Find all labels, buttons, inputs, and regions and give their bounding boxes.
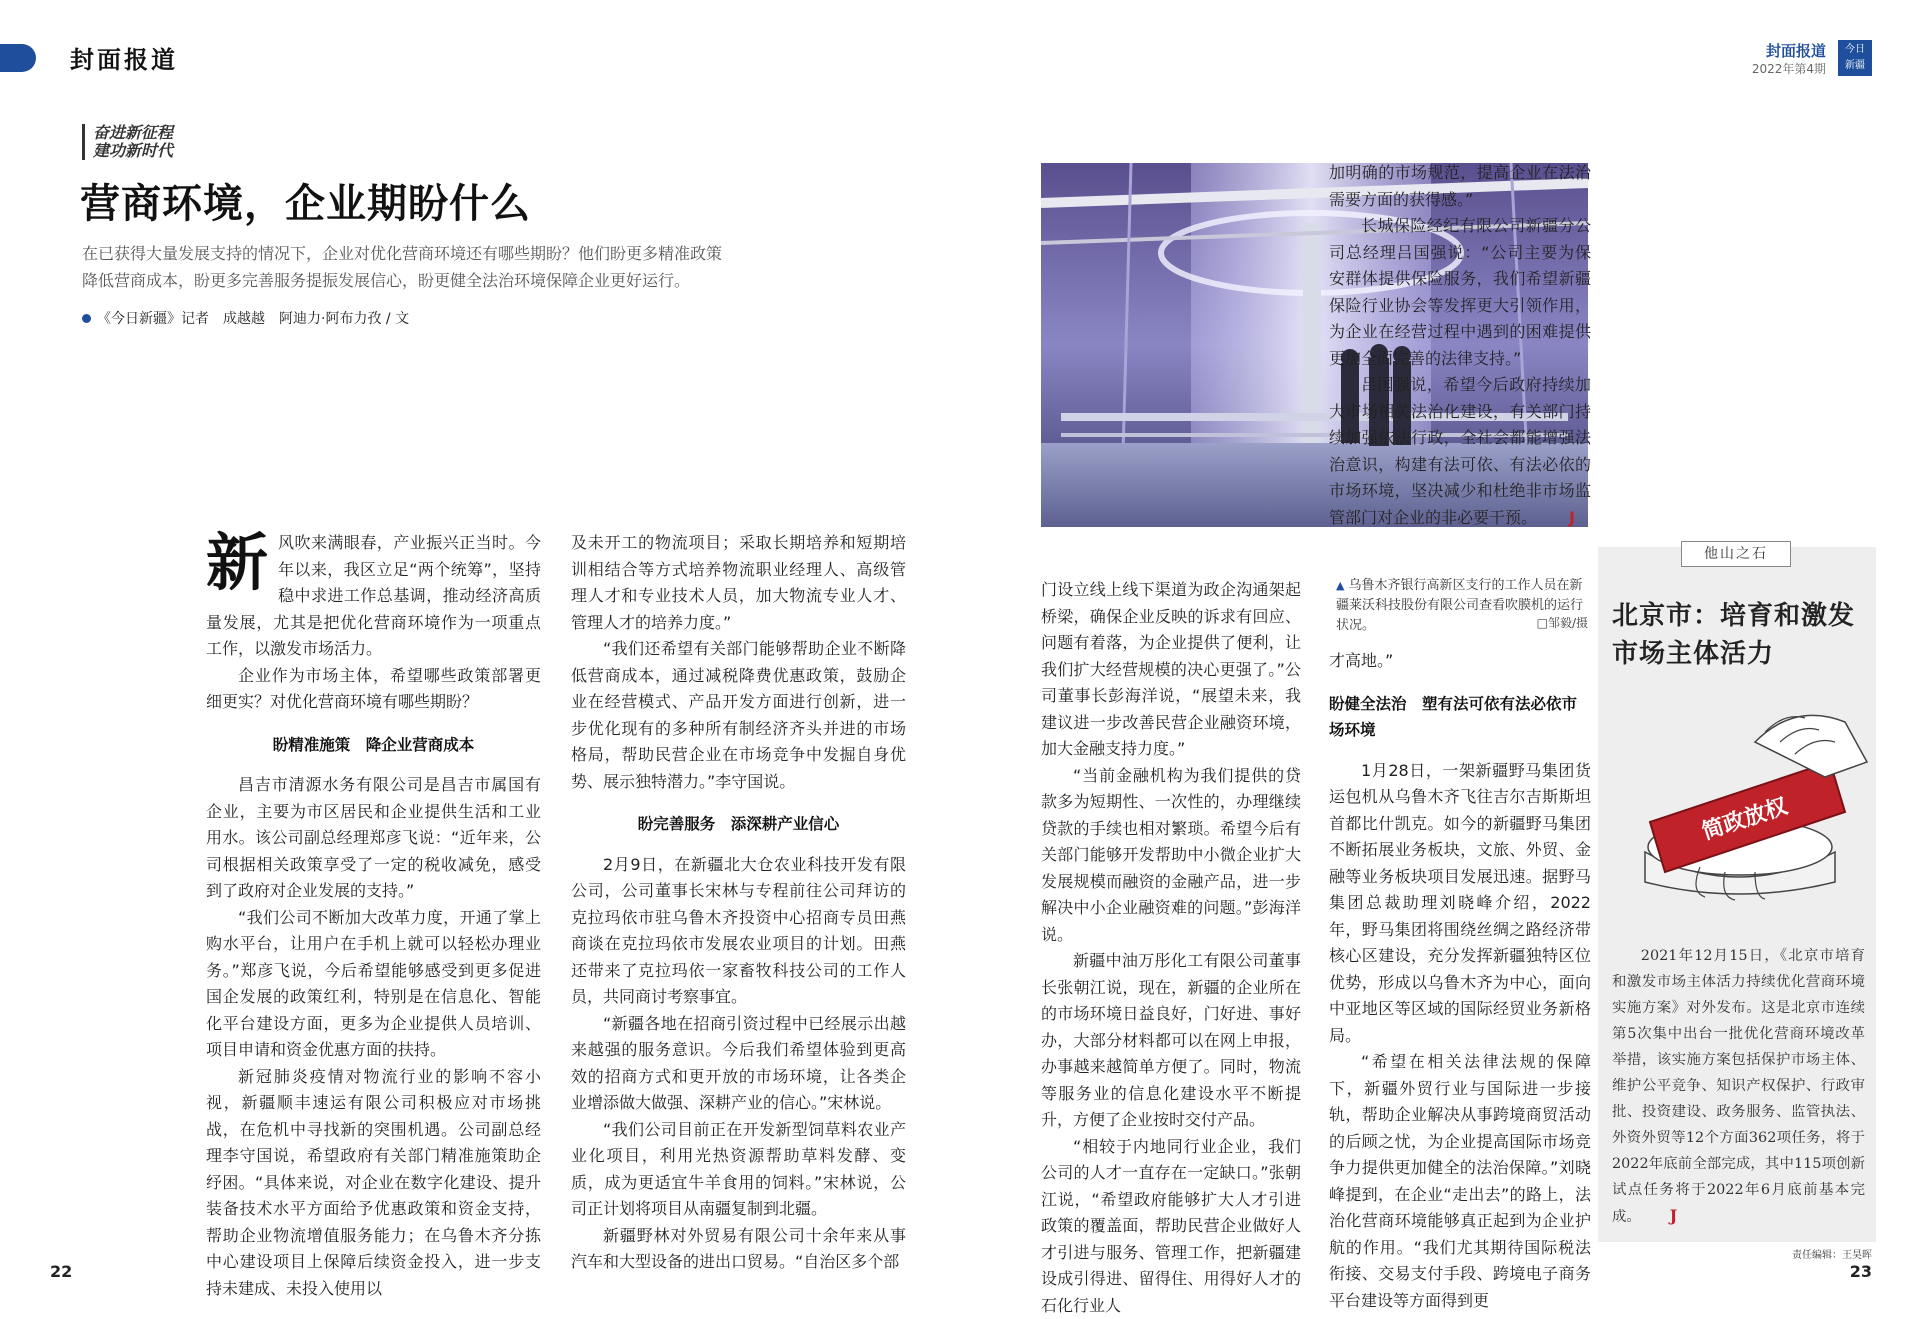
- page-number-right: 23: [1850, 1262, 1872, 1281]
- end-mark-icon: J: [1537, 505, 1575, 532]
- stamp-illustration: [1605, 702, 1871, 906]
- byline-text: 《今日新疆》记者 成越越 阿迪力·阿布力孜 / 文: [97, 311, 409, 327]
- paragraph: 2021年12月15日，《北京市培育和激发市场主体活力持续优化营商环境实施方案》对外发布。这是北京市连续第5次集中出台一批优化营商环境改革举措，该实施方案包括保护市场主体、维护公平竞争、知识产权保护、行政审批、投资建设、政务服务、监管执法、外资外贸等12个方面362项任务，将于2022年底前全部完成，其中115项创新试点任务将于2022年6月底前基本完成。 J: [1612, 943, 1865, 1230]
- series-line-1: 奋进新征程: [93, 124, 173, 142]
- body-column-2: [571, 530, 906, 1260]
- subheading: 盼完善服务 添深耕产业信心: [571, 811, 906, 838]
- paragraph: 加明确的市场规范，提高企业在法治需要方面的获得感。”: [1329, 160, 1591, 213]
- byline-dot-icon: [82, 314, 91, 323]
- paragraph: “相较于内地同行业企业，我们公司的人才一直存在一定缺口。”张朝江说，“希望政府能够扩大人才引进政策的覆盖面，帮助民营企业做好人才引进与服务、管理工作，把新疆建设成引得进、留得住、用得好人才的石化行业人: [1041, 1134, 1301, 1319]
- caption-triangle-icon: ▲: [1336, 579, 1344, 592]
- magazine-logo: [1838, 40, 1872, 76]
- paragraph: 昌吉市清源水务有限公司是昌吉市属国有企业，主要为市区居民和企业提供生活和工业用水。该公司副总经理郑彦飞说：“近年来，公司根据相关政策享受了一定的税收减免，感受到了政府对企业发展的支持。”: [206, 772, 541, 905]
- page-number-left: 22: [50, 1262, 72, 1281]
- paragraph: 新风吹来满眼春，产业振兴正当时。今年以来，我区立足“两个统筹”，坚持稳中求进工作总基调，推动经济高质量发展，尤其是把优化营商环境作为一项重点工作，以激发市场活力。: [206, 530, 541, 663]
- sidebar-tag: 他山之石: [1681, 541, 1791, 567]
- article-lead: 在已获得大量发展支持的情况下，企业对优化营商环境还有哪些期盼？他们盼更多精准政策降低营商成本，盼更多完善服务提振发展信心，盼更健全法治环境保障企业更好运行。: [82, 240, 722, 294]
- logo-text-2: 新疆: [1838, 58, 1872, 74]
- photo-caption: ▲ 乌鲁木齐银行高新区支行的工作人员在新疆莱沃科技股份有限公司查看吹膜机的运行状况。: [1336, 576, 1588, 636]
- issue-number: 2022年第4期: [1752, 60, 1826, 77]
- end-mark-icon: J: [1641, 1203, 1677, 1229]
- subheading: 盼精准施策 降企业营商成本: [206, 732, 541, 759]
- header-right: [1620, 40, 1870, 80]
- article-title: 营商环境，企业期盼什么: [80, 172, 531, 229]
- logo-text-1: 今日: [1838, 42, 1872, 58]
- paragraph: “新疆各地在招商引资过程中已经展示出越来越强的服务意识。今后我们希望体验到更高效的招商方式和更开放的市场环境，让各类企业增添做大做强、深耕产业的信心。”宋林说。: [571, 1011, 906, 1117]
- paragraph: 2月9日，在新疆北大仓农业科技开发有限公司，公司董事长宋林与专程前往公司拜访的克拉玛依市驻乌鲁木齐投资中心招商专员田燕商谈在克拉玛依市发展农业项目的计划。田燕还带来了克拉玛依一家畜牧科技公司的工作人员，共同商讨考察事宜。: [571, 852, 906, 1011]
- editor-credit: 责任编辑：王昊晖: [1792, 1246, 1872, 1261]
- body-column-4-top: [1329, 160, 1591, 525]
- paragraph: “我们公司不断加大改革力度，开通了掌上购水平台，让用户在手机上就可以轻松办理业务。”郑彦飞说，今后希望能够感受到更多促进国企发展的政策红利，特别是在信息化、智能化平台建设方面，更多为企业提供人员培训、项目申请和资金优惠方面的扶持。: [206, 905, 541, 1064]
- paragraph: “当前金融机构为我们提供的贷款多为短期性、一次性的，办理继续贷款的手续也相对繁琐。希望今后有关部门能够开发帮助中小微企业扩大发展规模而融资的金融产品，进一步解决中小企业融资难的问题。”彭海洋说。: [1041, 763, 1301, 949]
- paragraph: “我们还希望有关部门能够帮助企业不断降低营商成本，通过减税降费优惠政策，鼓励企业在经营模式、产品开发方面进行创新，进一步优化现有的多种所有制经济齐头并进的市场格局，帮助民营企业在市场竞争中发掘自身优势、展示独特潜力。”李守国说。: [571, 636, 906, 795]
- paragraph: “希望在相关法律法规的保障下，新疆外贸行业与国际进一步接轨，帮助企业解决从事跨境商贸活动的后顾之忧，为企业提高国际市场竞争力提供更加健全的法治保障。”刘晓峰提到，在企业“走出去”的路上，法治化营商环境能够真正起到为企业护航的作用。“我们尤其期待国际税法衔接、交易支付手段、跨境电子商务平台建设等方面得到更: [1329, 1049, 1591, 1314]
- series-line-2: 建功新时代: [93, 142, 173, 160]
- paragraph: 长城保险经纪有限公司新疆分公司总经理吕国强说：“公司主要为保安群体提供保险服务，我们希望新疆保险行业协会等发挥更大引领作用，为企业在经营过程中遇到的困难提供更加全面完善的法律支持。”: [1329, 213, 1591, 372]
- series-tag: [82, 124, 173, 160]
- paragraph: 1月28日，一架新疆野马集团货运包机从乌鲁木齐飞往吉尔吉斯斯坦首都比什凯克。如今的新疆野马集团不断拓展业务板块，文旅、外贸、金融等业务板块项目发展迅速。据野马集团总裁助理刘晓峰介绍，2022年，野马集团将围绕丝绸之路经济带核心区建设，充分发挥新疆独特区位优势，形成以乌鲁木齐为中心，面向中亚地区等区域的国际经贸业务新格局。: [1329, 758, 1591, 1050]
- section-title-right: 封面报道: [1766, 40, 1826, 61]
- paragraph: “我们公司目前正在开发新型饲草料农业产业化项目，利用光热资源帮助草料发酵、变质，成为更适宜牛羊食用的饲料。”宋林说，公司正计划将项目从南疆复制到北疆。: [571, 1117, 906, 1223]
- photo-credit: □邹毅/摄: [1450, 614, 1588, 631]
- paragraph: 新疆野林对外贸易有限公司十余年来从事汽车和大型设备的进出口贸易。“自治区多个部: [571, 1223, 906, 1276]
- body-column-3: [1041, 577, 1301, 1262]
- header-color-tab: [0, 44, 36, 72]
- sidebar-text: [1612, 943, 1865, 1230]
- body-column-4: [1329, 648, 1591, 1262]
- sidebar-title: 北京市：培育和激发市场主体活力: [1612, 597, 1868, 673]
- section-title-left: 封面报道: [70, 40, 178, 75]
- paragraph: 才高地。”: [1329, 648, 1591, 675]
- stamp-label: 简政放权: [1699, 793, 1792, 845]
- paragraph: 新疆中油万彤化工有限公司董事长张朝江说，现在，新疆的企业所在的市场环境日益良好，门好进、事好办，大部分材料都可以在网上申报，办事越来越简单方便了。同时，物流等服务业的信息化建设水平不断提升，方便了企业按时交付产品。: [1041, 948, 1301, 1134]
- drop-cap: 新: [206, 532, 268, 594]
- subheading: 盼健全法治 塑有法可依有法必依市场环境: [1329, 691, 1591, 744]
- body-column-1: [206, 530, 541, 1260]
- paragraph: 门设立线上线下渠道为政企沟通架起桥梁，确保企业反映的诉求有回应、问题有着落，为企业提供了便利，让我们扩大经营规模的决心更强了。”公司董事长彭海洋说，“展望未来，我建议进一步改善民营企业融资环境，加大金融支持力度。”: [1041, 577, 1301, 763]
- paragraph: 企业作为市场主体，希望哪些政策部署更细更实？对优化营商环境有哪些期盼？: [206, 663, 541, 716]
- paragraph: 及未开工的物流项目；采取长期培养和短期培训相结合等方式培养物流职业经理人、高级管理人才和专业技术人员，加大物流专业人才、管理人才的培养力度。”: [571, 530, 906, 636]
- paragraph: 吕国强说，希望今后政府持续加大市场相关法治化建设，有关部门持续加强依法行政，全社会都能增强法治意识，构建有法可依、有法必依的市场环境，坚决减少和杜绝非市场监管部门对企业的非必要干预。 J: [1329, 372, 1591, 531]
- paragraph: 新冠肺炎疫情对物流行业的影响不容小视，新疆顺丰速运有限公司积极应对市场挑战，在危机中寻找新的突围机遇。公司副总经理李守国说，希望政府有关部门精准施策助企纾困。“具体来说，对企业在数字化建设、提升装备技术水平方面给予优惠政策和资金支持，帮助企业物流增值服务能力；在乌鲁木齐分拣中心建设项目上保障后续资金投入，进一步支持未建成、未投入使用以: [206, 1064, 541, 1303]
- byline: [82, 308, 409, 328]
